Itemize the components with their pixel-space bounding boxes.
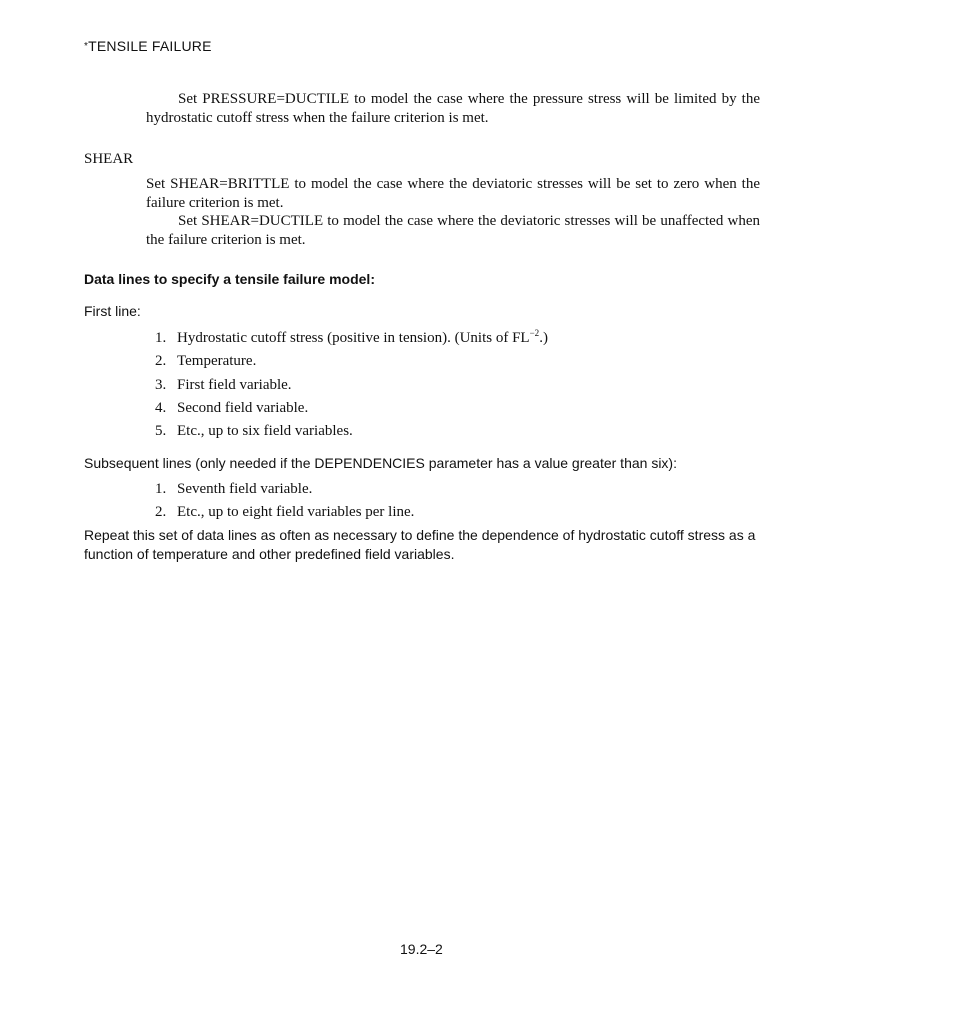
list-item: 5. Etc., up to six field variables. [155, 423, 353, 440]
header-star: * [84, 41, 89, 52]
pressure-ductile-paragraph: Set PRESSURE=DUCTILE to model the case where the pressure stress will be limited by the hydrostatic cutoff stress when the failure criterion is met. [146, 91, 760, 126]
list-item: 1. Seventh field variable. [155, 481, 313, 497]
header-word-2: FAILURE [151, 38, 212, 54]
subsequent-lines-label: Subsequent lines (only needed if the DEPENDENCIES parameter has a value greater than six): [84, 455, 677, 471]
units-exponent: −2 [529, 328, 540, 338]
list-item: 2. Temperature. [155, 353, 257, 370]
page-number: 19.2–2 [400, 941, 443, 957]
subsequent-lines-list [155, 480, 414, 527]
repeat-instructions: Repeat this set of data lines as often as necessary to define the dependence of hydrostatic cutoff stress as a function of temperature and other predefined field variables. [84, 527, 756, 562]
list-item: 1. Hydrostatic cutoff stress (positive in tension). (Units of $FL^{-2}$.) [155, 328, 548, 346]
list-item: 2. Etc., up to eight field variables per line. [155, 504, 415, 521]
shear-parameter-label: SHEAR [84, 151, 134, 167]
page-header [84, 38, 212, 54]
data-lines-heading: Data lines to specify a tensile failure model: [84, 271, 375, 287]
list-item: 3. First field variable. [155, 376, 292, 393]
header-word-1: TENSILE [88, 38, 148, 54]
first-line-list [155, 329, 548, 445]
shear-brittle-paragraph: Set SHEAR=BRITTLE to model the case where the deviatoric stresses will be set to zero when the failure criterion is met. [146, 176, 760, 211]
shear-ductile-paragraph: Set SHEAR=DUCTILE to model the case where the deviatoric stresses will be unaffected when the failure criterion is met. [146, 213, 760, 248]
list-item: 4. Second field variable. [155, 399, 309, 416]
first-line-label: First line: [84, 303, 141, 319]
